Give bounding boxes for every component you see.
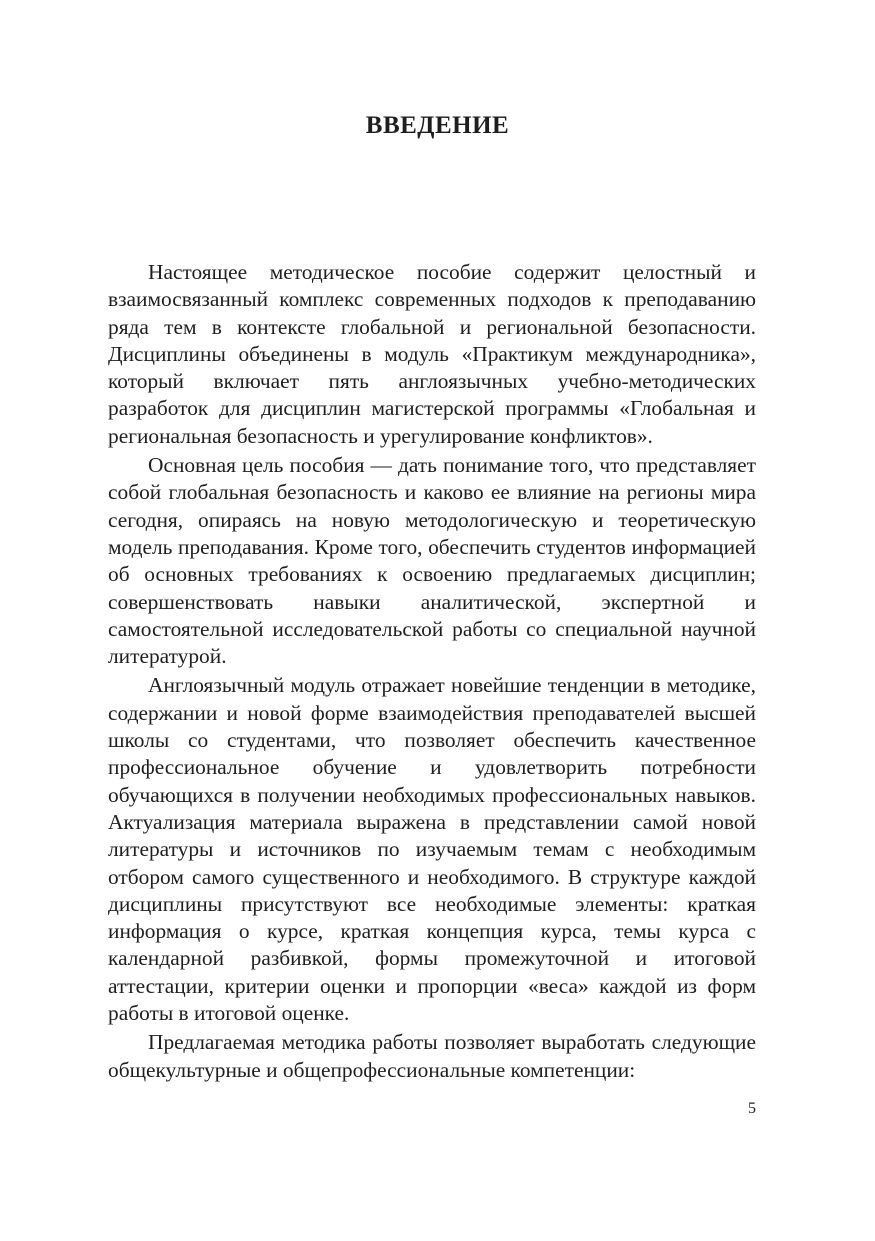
paragraph-2: Основная цель пособия — дать понимание того, что представляет собой глобальная безопасность и каково ее влияние на регионы мира сегодня, опираясь на новую методологическую и теоретическую модель преподавания. Кроме того, обеспечить студентов информацией об основных требованиях к освоению предлагаемых дисциплин; совершенствовать навыки аналитической, экспертной и самостоятельной исследовательской работы со специальной научной литературой.	[108, 453, 756, 669]
paragraph-4: Предлагаемая методика работы позволяет выработать следующие общекультурные и общепрофессиональные компетенции:	[108, 1030, 756, 1082]
page-number: 5	[748, 1100, 756, 1117]
paragraph-1: Настоящее методическое пособие содержит целостный и взаимосвязанный комплекс современных подходов к преподаванию ряда тем в контексте глобальной и региональной безопасности. Дисциплины объединены в модуль «Практикум международника», который включает пять англоязычных учебно-методических разработок для дисциплин магистерской программы «Глобальная и региональная безопасность и урегулирование конфликтов».	[108, 260, 756, 448]
chapter-heading: ВВЕДЕНИЕ	[365, 112, 510, 139]
paragraph-3: Англоязычный модуль отражает новейшие тенденции в методике, содержании и новой форме взаимодействия преподавателей высшей школы со студентами, что позволяет обеспечить качественное профессиональное обучение и удовлетворить потребности обучающихся в получении необходимых профессиональных навыков. Актуализация материала выражена в представлении самой новой литературы и источников по изучаемым темам с необходимым отбором самого существенного и необходимого. В структуре каждой дисциплины присутствуют все необходимые элементы: краткая информация о курсе, краткая концепция курса, темы курса с календарной разбивкой, формы промежуточной и итоговой аттестации, критерии оценки и пропорции «веса» каждой из форм работы в итоговой оценке.	[108, 673, 756, 1026]
body-text	[108, 259, 756, 1084]
